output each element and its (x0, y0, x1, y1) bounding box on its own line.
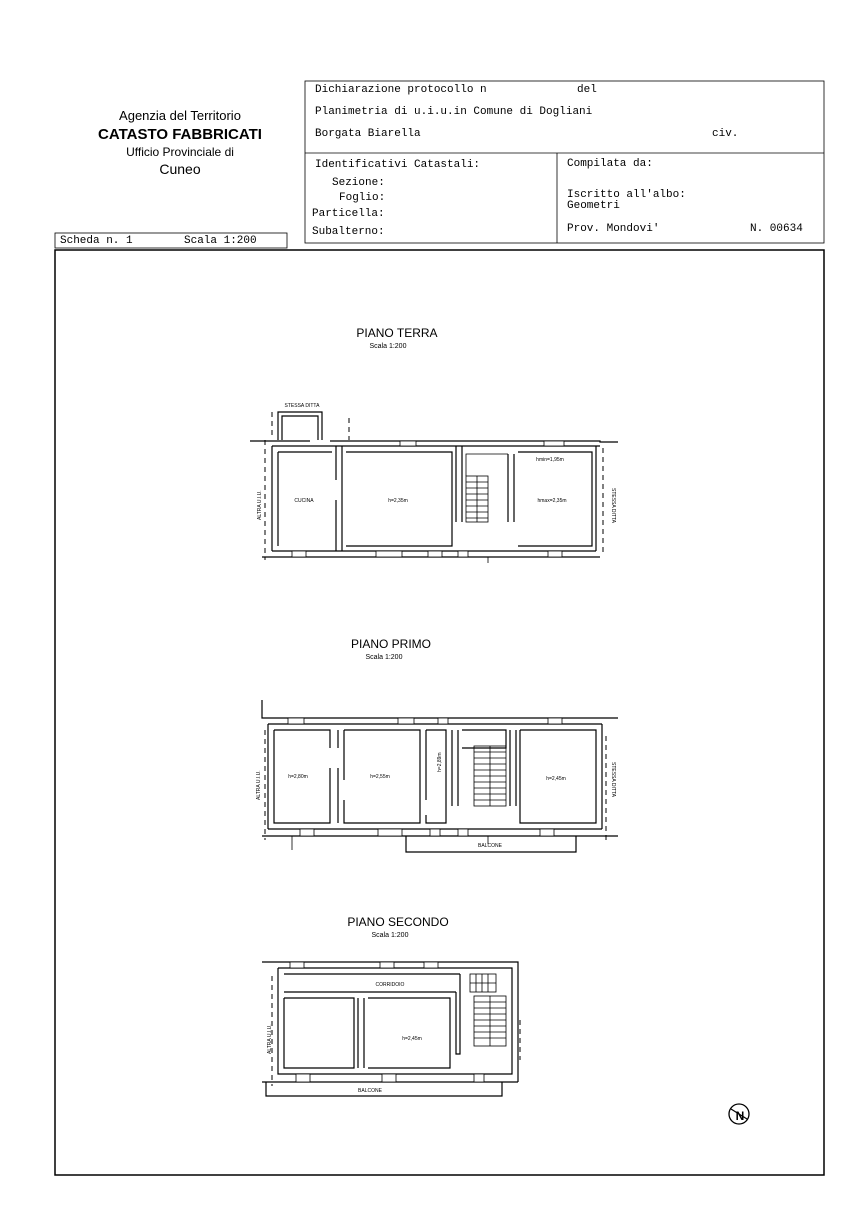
city-name: Cuneo (159, 161, 201, 177)
piano-terra-altra-uiu: ALTRA U.I.U. (257, 490, 263, 520)
piano-terra-hmax: hmax=2,35m (537, 498, 567, 504)
stessa-ditta-top-label: STESSA DITTA (284, 403, 320, 409)
piano-secondo-balcone: BALCONE (358, 1088, 382, 1094)
piano-secondo-scale: Scala 1:200 (371, 932, 409, 939)
floorplan-piano-terra (250, 326, 618, 563)
piano-terra-h1: h=2,35m (388, 498, 408, 504)
agency-name: Agenzia del Territorio (119, 108, 241, 123)
albo-label: Geometri (567, 200, 620, 212)
identificativi-label: Identificativi Catastali: (315, 159, 481, 171)
piano-primo-scale: Scala 1:200 (365, 654, 403, 661)
piano-primo-h4: h=2,45m (546, 776, 566, 782)
piano-terra-cucina: CUCINA (294, 498, 314, 504)
piano-terra-title: PIANO TERRA (356, 326, 438, 340)
piano-secondo-h1: h=2,45m (402, 1036, 422, 1042)
header-frame (55, 81, 824, 1175)
floorplan-piano-secondo (262, 915, 520, 1096)
piano-secondo-altra-uiu: ALTRA U.I.U. (267, 1024, 273, 1054)
subalterno-label: Subalterno: (312, 226, 385, 238)
ufficio-label: Ufficio Provinciale di (126, 145, 234, 159)
iscritto-label: Iscritto all'albo: (567, 189, 686, 201)
floorplan-piano-primo (256, 637, 618, 852)
del-label: del (577, 84, 597, 96)
numero-label: N. 00634 (750, 223, 803, 235)
piano-primo-balcone: BALCONE (478, 843, 502, 849)
civ-label: civ. (712, 128, 739, 140)
foglio-label: Foglio: (339, 192, 386, 204)
indirizzo-label: Borgata Biarella (315, 128, 421, 140)
sezione-label: Sezione: (332, 177, 385, 189)
scheda-scala-label: Scala 1:200 (184, 235, 257, 247)
prov-label: Prov. Mondovi' (567, 223, 660, 235)
particella-label: Particella: (312, 208, 385, 220)
piano-primo-h2: h=2,55m (370, 774, 390, 780)
scheda-label: Scheda n. 1 (60, 235, 133, 247)
piano-primo-title: PIANO PRIMO (350, 637, 432, 651)
piano-secondo-corridoio: CORRIDOIO (375, 982, 405, 988)
compilata-label: Compilata da: (567, 158, 653, 170)
piano-terra-stessa-ditta: STESSA DITTA (610, 488, 616, 523)
piano-primo-stessa-ditta: STESSA DITTA (610, 762, 616, 797)
piano-terra-hmin: hmin=1,95m (536, 457, 564, 463)
protocollo-label: Dichiarazione protocollo n (315, 84, 487, 96)
catasto-title: CATASTO FABBRICATI (98, 126, 262, 143)
piano-primo-h3: h=2,89m (437, 752, 443, 772)
piano-primo-altra-uiu: ALTRA U.I.U. (256, 770, 262, 800)
piano-primo-h1: h=2,80m (288, 774, 308, 780)
piano-secondo-title: PIANO SECONDO (347, 915, 449, 929)
north-arrow-icon (729, 1104, 749, 1124)
north-letter: N (735, 1109, 745, 1123)
planimetria-label: Planimetria di u.i.u.in Comune di Dogliani (315, 106, 593, 118)
piano-terra-scale: Scala 1:200 (369, 343, 407, 350)
